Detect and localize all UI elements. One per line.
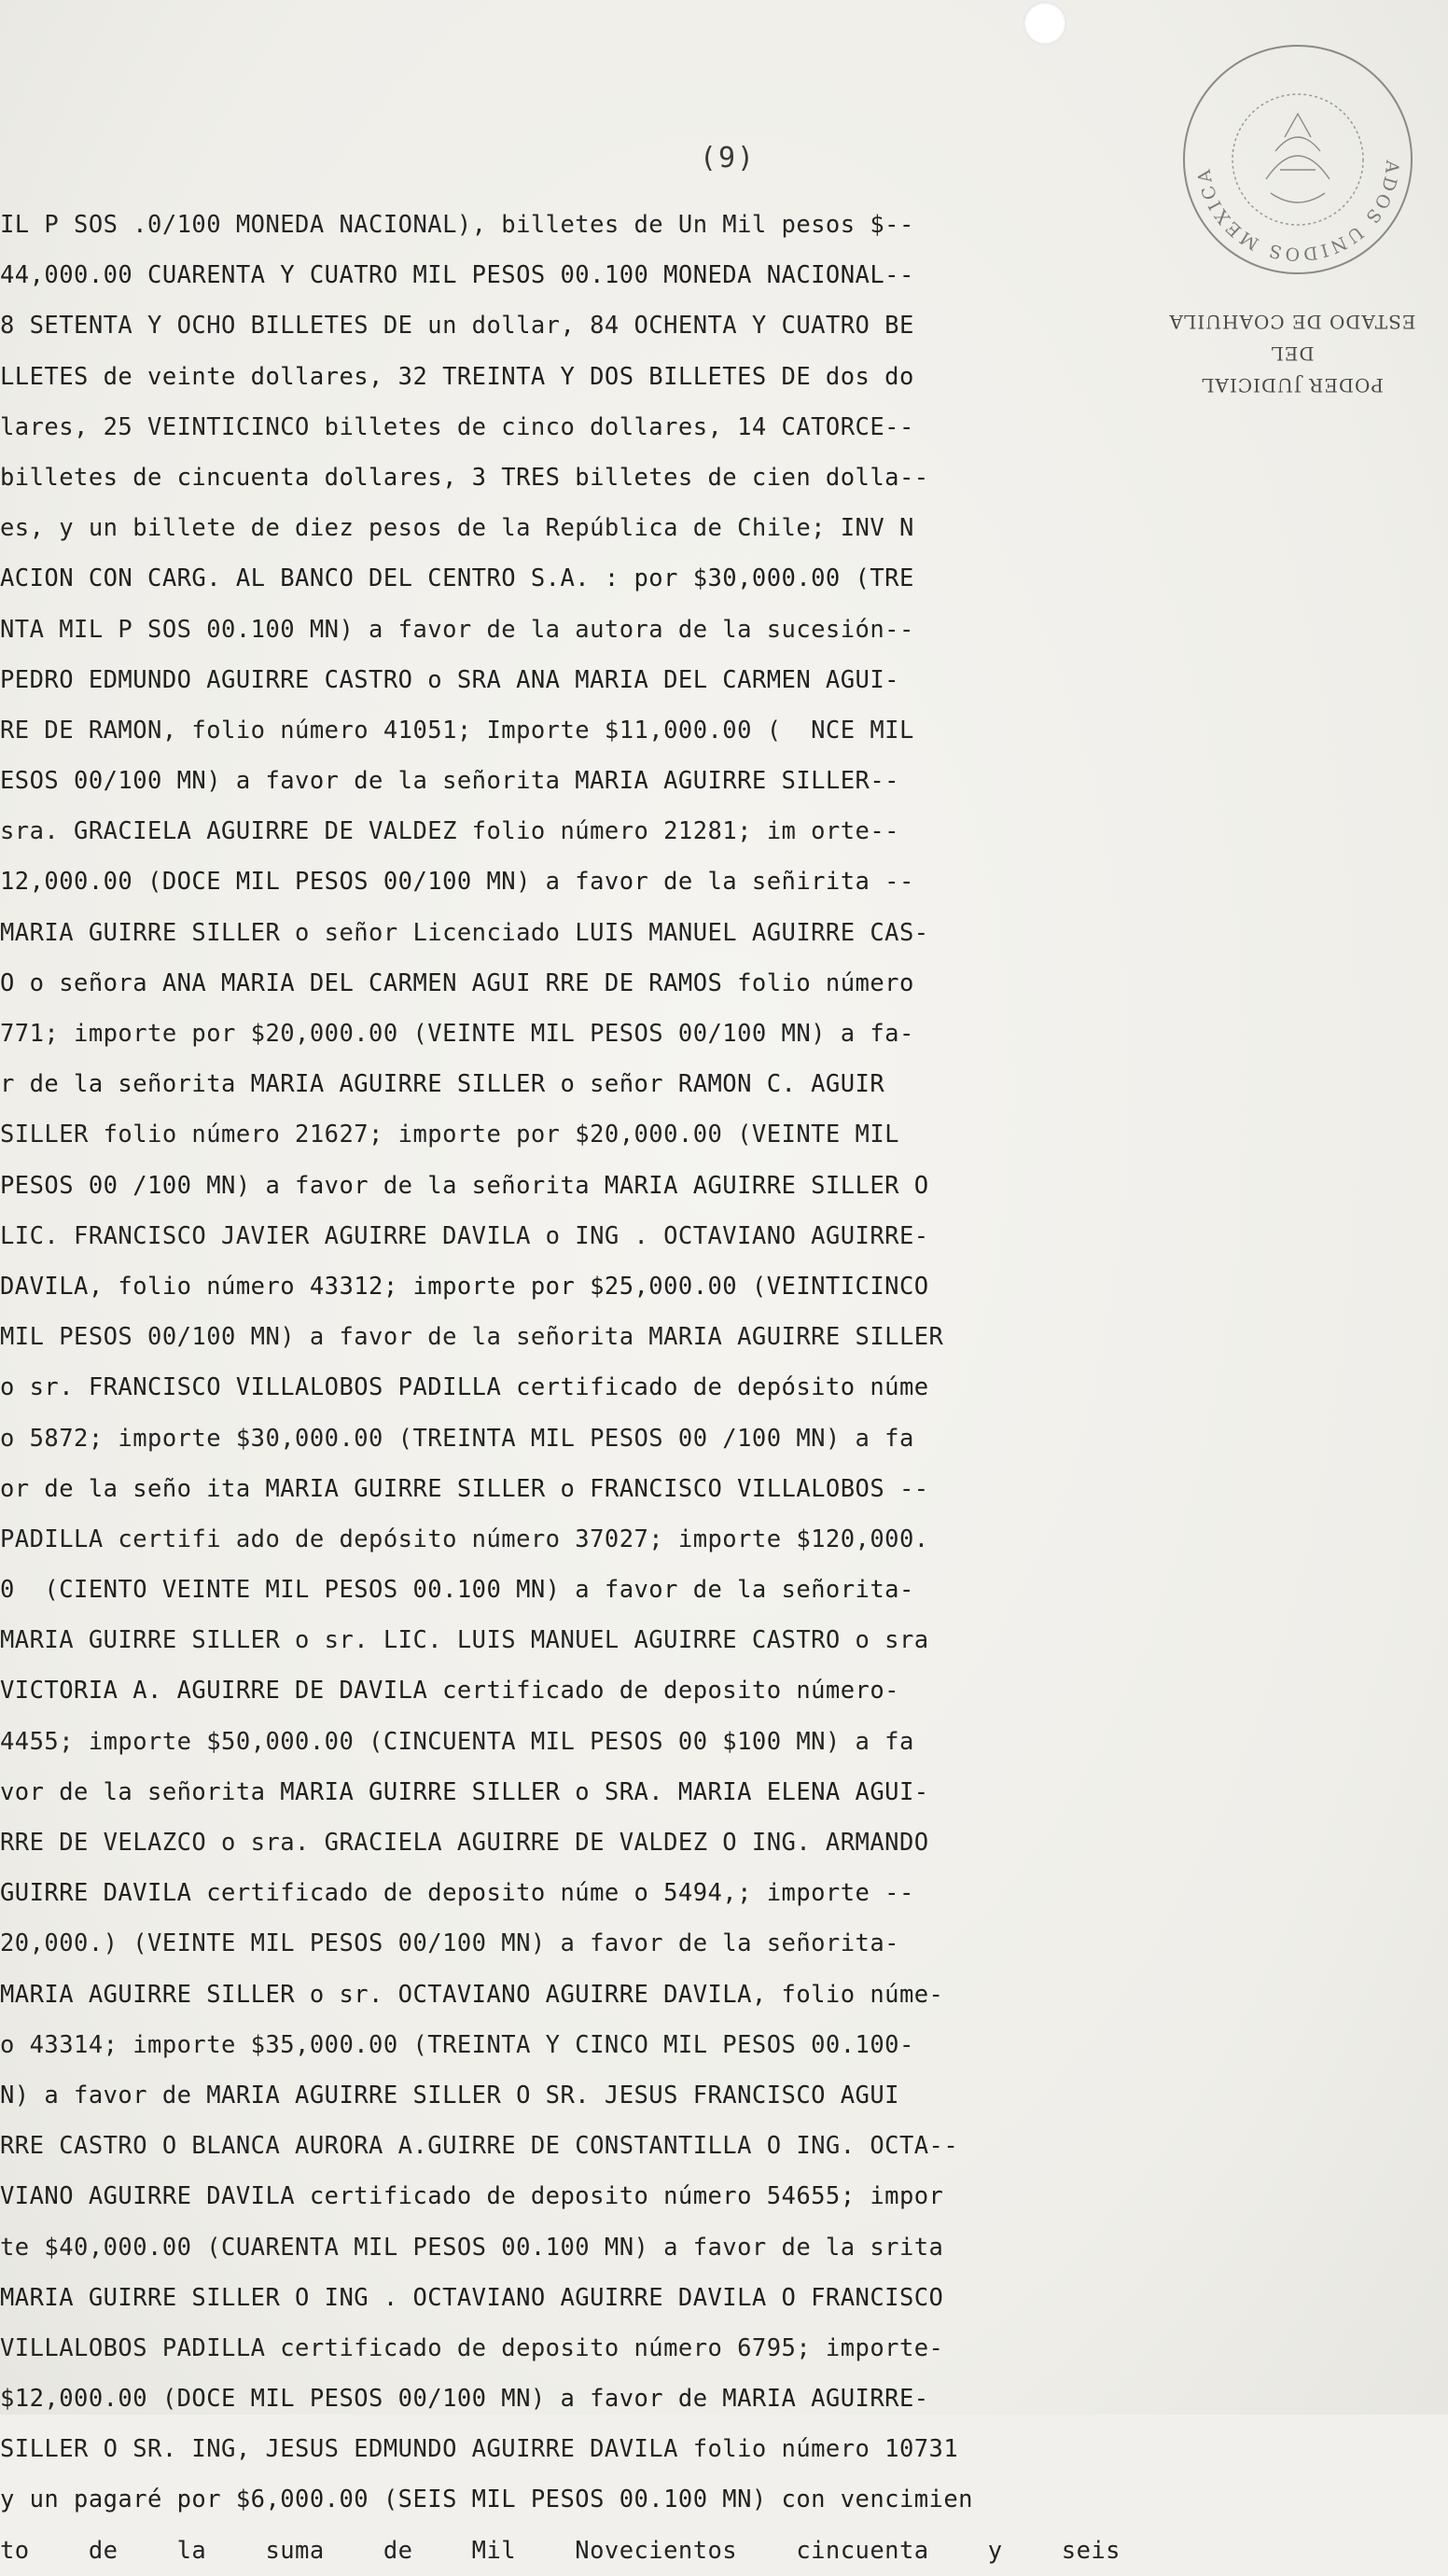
text-line: lares, 25 VEINTICINCO billetes de cinco dollares, 14 CATORCE-- — [0, 412, 914, 441]
document-body — [0, 200, 1168, 2576]
text-line: VILLALOBOS PADILLA certificado de deposito número 6795; importe- — [0, 2333, 944, 2362]
text-line: IL P SOS .0/100 MONEDA NACIONAL), billetes de Un Mil pesos $-- — [0, 211, 914, 239]
text-line: SILLER folio número 21627; importe por $20,000.00 (VEINTE MIL — [0, 1121, 899, 1149]
page-number: (9) — [699, 142, 757, 174]
text-line: y un pagaré por $6,000.00 (SEIS MIL PESOS 00.100 MN) con vencimien — [0, 2485, 973, 2514]
text-line: 8 SETENTA Y OCHO BILLETES DE un dollar, 84 OCHENTA Y CUATRO BE — [0, 312, 914, 341]
text-line: te $40,000.00 (CUARENTA MIL PESOS 00.100 MN) a favor de la srita — [0, 2233, 944, 2262]
text-line: N) a favor de MARIA AGUIRRE SILLER O SR. JESUS FRANCISCO AGUI — [0, 2081, 899, 2110]
punch-hole-top — [1023, 2, 1066, 45]
text-line: DAVILA, folio número 43312; importe por $25,000.00 (VEINTICINCO — [0, 1272, 929, 1301]
text-line: PADILLA certifi ado de depósito número 37027; importe $120,000. — [0, 1525, 929, 1553]
text-line: RE DE RAMON, folio número 41051; Importe $11,000.00 ( NCE MIL — [0, 716, 914, 745]
text-line: O o señora ANA MARIA DEL CARMEN AGUI RRE DE RAMOS folio número — [0, 968, 914, 997]
text-line: MARIA GUIRRE SILLER o señor Licenciado LUIS MANUEL AGUIRRE CAS- — [0, 918, 929, 947]
text-line: PESOS 00 /100 MN) a favor de la señorita MARIA AGUIRRE SILLER O — [0, 1171, 929, 1200]
text-line: or de la seño ita MARIA GUIRRE SILLER o FRANCISCO VILLALOBOS -- — [0, 1474, 929, 1503]
seal-graphic — [1177, 39, 1418, 280]
text-line: PEDRO EDMUNDO AGUIRRE CASTRO o SRA ANA MARIA DEL CARMEN AGUI- — [0, 665, 899, 694]
court-stamp — [1152, 306, 1432, 401]
text-line: LLETES de veinte dollares, 32 TREINTA Y DOS BILLETES DE dos do — [0, 362, 914, 391]
text-line: VIANO AGUIRRE DAVILA certificado de deposito número 54655; impor — [0, 2182, 944, 2211]
text-line: 20,000.) (VEINTE MIL PESOS 00/100 MN) a favor de la señorita- — [0, 1929, 899, 1958]
text-line: o 5872; importe $30,000.00 (TREINTA MIL PESOS 00 /100 MN) a fa — [0, 1424, 914, 1453]
text-line: to de la suma de Mil Novecientos cincuenta y seis — [0, 2536, 1121, 2565]
text-line: LIC. FRANCISCO JAVIER AGUIRRE DAVILA o ING . OCTAVIANO AGUIRRE- — [0, 1221, 929, 1250]
text-line: 44,000.00 CUARENTA Y CUATRO MIL PESOS 00.100 MONEDA NACIONAL-- — [0, 261, 914, 290]
text-line: ACION CON CARG. AL BANCO DEL CENTRO S.A. : por $30,000.00 (TRE — [0, 564, 914, 593]
text-line: VICTORIA A. AGUIRRE DE DAVILA certificado de deposito número- — [0, 1677, 899, 1706]
seal-text: ADOS UNIDOS MEXICA — [1193, 159, 1403, 265]
text-line: MARIA GUIRRE SILLER O ING . OCTAVIANO AGUIRRE DAVILA O FRANCISCO — [0, 2283, 944, 2312]
court-stamp-line-1: PODER JUDICIAL — [1201, 374, 1384, 397]
text-line: vor de la señorita MARIA GUIRRE SILLER o SRA. MARIA ELENA AGUI- — [0, 1777, 929, 1806]
text-line: MARIA GUIRRE SILLER o sr. LIC. LUIS MANUEL AGUIRRE CASTRO o sra — [0, 1626, 929, 1655]
text-line: GUIRRE DAVILA certificado de deposito núme o 5494,; importe -- — [0, 1879, 914, 1908]
text-line: RRE CASTRO O BLANCA AURORA A.GUIRRE DE CONSTANTILLA O ING. OCTA-- — [0, 2132, 959, 2161]
court-stamp-line-2: DEL — [1270, 342, 1315, 365]
text-line: SILLER O SR. ING, JESUS EDMUNDO AGUIRRE DAVILA folio número 10731 — [0, 2435, 959, 2464]
text-line: sra. GRACIELA AGUIRRE DE VALDEZ folio número 21281; im orte-- — [0, 817, 899, 846]
text-line: 12,000.00 (DOCE MIL PESOS 00/100 MN) a favor de la señirita -- — [0, 868, 914, 897]
text-line: 771; importe por $20,000.00 (VEINTE MIL PESOS 00/100 MN) a fa- — [0, 1020, 914, 1048]
text-line: 4455; importe $50,000.00 (CINCUENTA MIL PESOS 00 $100 MN) a fa — [0, 1727, 914, 1756]
text-line: RRE DE VELAZCO o sra. GRACIELA AGUIRRE DE VALDEZ O ING. ARMANDO — [0, 1829, 929, 1857]
text-line: ESOS 00/100 MN) a favor de la señorita MARIA AGUIRRE SILLER-- — [0, 767, 899, 796]
text-line: es, y un billete de diez pesos de la República de Chile; INV N — [0, 514, 914, 543]
text-line: $12,000.00 (DOCE MIL PESOS 00/100 MN) a favor de MARIA AGUIRRE- — [0, 2385, 929, 2414]
svg-text:ESTADOS UNIDOS MEXICANOS — [1193, 159, 1418, 280]
text-line: o 43314; importe $35,000.00 (TREINTA Y CINCO MIL PESOS 00.100- — [0, 2030, 914, 2059]
court-stamp-line-3: ESTADO DE COAHUILA — [1168, 311, 1416, 333]
text-line: o sr. FRANCISCO VILLALOBOS PADILLA certificado de depósito núme — [0, 1373, 929, 1402]
official-seal — [1177, 39, 1418, 280]
text-line: r de la señorita MARIA AGUIRRE SILLER o señor RAMON C. AGUIR — [0, 1070, 885, 1099]
text-line: MIL PESOS 00/100 MN) a favor de la señorita MARIA AGUIRRE SILLER — [0, 1323, 944, 1352]
text-line: billetes de cincuenta dollares, 3 TRES billetes de cien dolla-- — [0, 463, 929, 492]
text-line: 0 (CIENTO VEINTE MIL PESOS 00.100 MN) a favor de la señorita- — [0, 1576, 914, 1605]
text-line: NTA MIL P SOS 00.100 MN) a favor de la autora de la sucesión-- — [0, 615, 914, 644]
text-line: MARIA AGUIRRE SILLER o sr. OCTAVIANO AGUIRRE DAVILA, folio núme- — [0, 1980, 944, 2009]
